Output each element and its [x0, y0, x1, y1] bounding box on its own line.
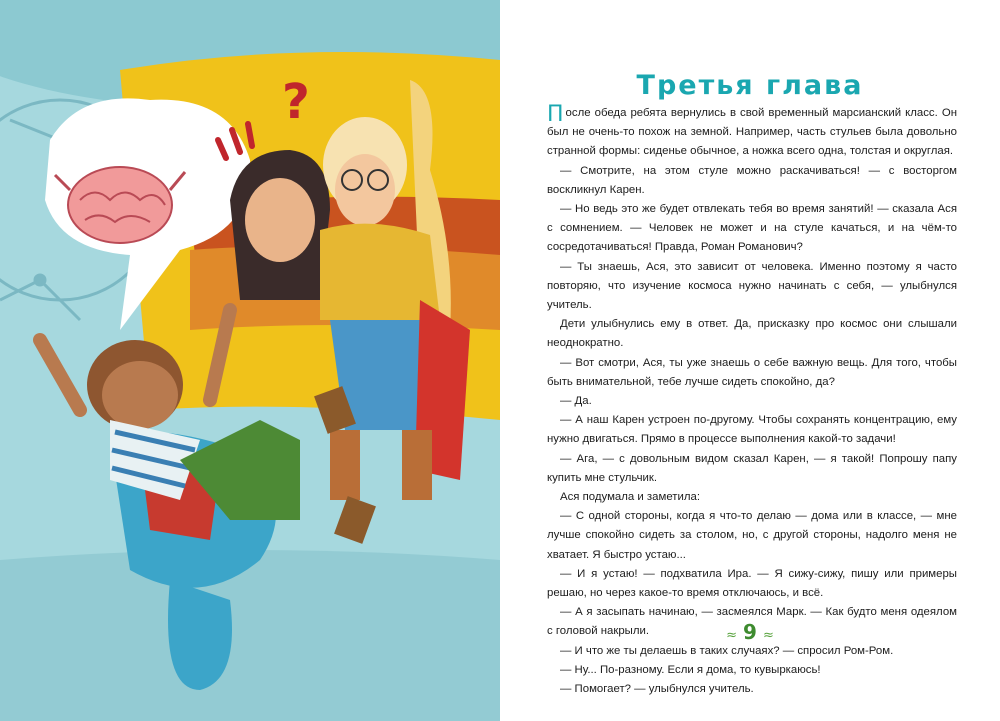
paragraph: — И я устаю! — подхватила Ира. — Я сижу-сижу, пишу или примеры решаю, но через какое-то время отключаюсь, и всё. — [547, 567, 957, 600]
paragraph: — А я засыпать начинаю, — засмеялся Марк. — Как будто меня одеялом с головой накрыли. — [547, 606, 957, 638]
paragraph: — С одной стороны, когда я что-то делаю — дома или в классе, — мне лучше спокойно сидеть за столом, но, с другой стороны, надолго меня не хватает. Я быстро устаю... — [547, 510, 957, 561]
paragraph: — Ты знаешь, Ася, это зависит от человека. Именно поэтому я часто повторяю, что изучение космоса нужно начинать с себя, — улыбнулся учитель. — [547, 260, 957, 312]
paragraph: Дети улыбнулись ему в ответ. Да, присказку про космос они слышали неоднократно. — [547, 318, 957, 350]
text-page — [500, 0, 1000, 721]
chapter-title: Третья глава — [636, 70, 864, 101]
paragraph-text: осле обеда ребята вернулись в свой временный марсианский класс. Он был не очень-то похож на земной. Например, часть стульев была довольно странной формы: сиденье обычное, а ножка всего одна, толстая и округлая. — [547, 107, 957, 158]
page-number-value: 9 — [743, 620, 757, 644]
paragraph: — Но ведь это же будет отвлекать тебя во время занятий! — сказала Ася с сомнением. — Человек не может и на стуле качаться, и на чём-то сосредотачиваться! Правда, Роман Романович? — [547, 203, 957, 254]
paragraph: — Да. — [560, 395, 592, 408]
chapter-body — [547, 104, 957, 699]
paragraph: — Вот смотри, Ася, ты уже знаешь о себе важную вещь. Для того, чтобы быть внимательной, тебе лучше сидеть спокойно, да? — [547, 356, 957, 388]
page-number-ornament-right: ≈ — [762, 628, 774, 643]
paragraph: — А наш Карен устроен по-другому. Чтобы сохранять концентрацию, ему нужно двигаться. Прямо в процессе выполнения какой-то задачи! — [547, 414, 957, 446]
drop-cap: П — [547, 102, 564, 127]
paragraph: — И что же ты делаешь в таких случаях? — спросил Ром-Ром. — [560, 644, 894, 657]
paragraph: — Ага, — с довольным видом сказал Карен, — я такой! Попрошу папу купить мне стульчик. — [547, 452, 957, 484]
paragraph: — Помогает? — улыбнулся учитель. — [560, 683, 754, 696]
paragraph: Ася подумала и заметила: — [560, 491, 701, 504]
page-number-ornament-left: ≈ — [726, 628, 738, 643]
question-mark: ? — [282, 74, 310, 130]
page-number — [500, 620, 1000, 644]
paragraph: — Смотрите, на этом стуле можно раскачиваться! — с восторгом воскликнул Карен. — [547, 164, 957, 196]
paragraph — [547, 104, 957, 162]
paragraph: — Ну... По-разному. Если я дома, то кувыркаюсь! — [560, 663, 821, 676]
